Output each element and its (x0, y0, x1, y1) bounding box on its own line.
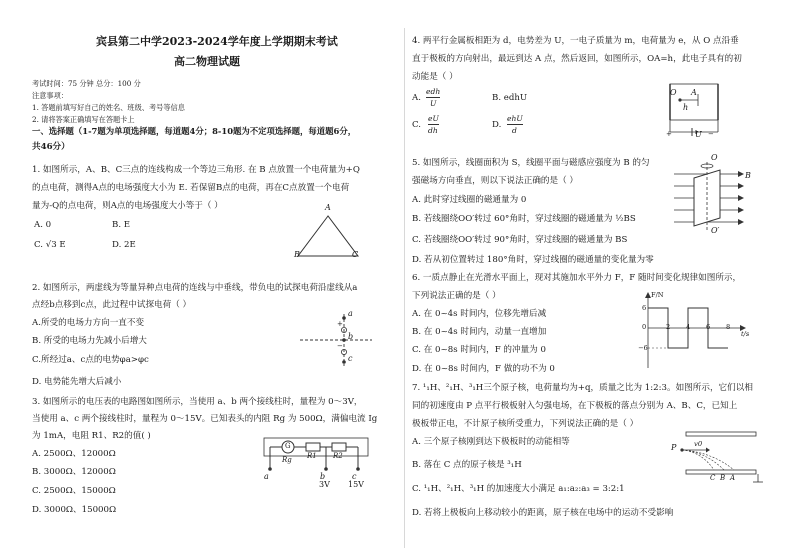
q1-label-a: A (325, 203, 331, 212)
q4-label-plus: + (666, 130, 672, 138)
left-column (32, 0, 398, 560)
notes-heading: 注意事项： (32, 91, 68, 100)
q7-option-b[interactable]: B. 落在 C 点的原子核是 ³₁H (412, 460, 522, 470)
q6-label-neg6: −6 (638, 344, 648, 352)
q7-stem-1: 7. ¹₁H、²₁H、³₁H三个原子核，电荷量均为+q，质量之比为 1:2:3。如图所示，它们以相 (412, 383, 753, 393)
q3-stem-1: 3. 如图所示的电压表的电路图如图所示，当使用 a、b 两个接线柱时，量程为 0～3V， (32, 397, 363, 407)
q3-option-c[interactable]: C. 2500Ω、15000Ω (32, 486, 116, 496)
q6-option-a[interactable]: A. 在 0~4s 时间内，位移先增后减 (412, 309, 547, 319)
q3-label-3v: 3V (319, 480, 330, 489)
q5-option-a[interactable]: A. 此时穿过线圈的磁通量为 0 (412, 195, 527, 205)
q4-stem-1: 4. 两平行金属板相距为 d，电势差为 U，一电子质量为 m，电荷量为 e，从 O 点沿垂 (412, 36, 739, 46)
q7-label-c: C (710, 474, 716, 482)
section1-heading-cont: 共46分） (32, 142, 70, 152)
q7-label-v0: v0 (694, 440, 703, 448)
q6-force-time-graph (634, 294, 754, 374)
q7-option-d[interactable]: D. 若将上极板向上移动较小的距离，原子核在电场中的运动不受影响 (412, 508, 674, 518)
q1-option-b[interactable]: B. E (112, 220, 131, 230)
q6-label-t8: 8 (726, 323, 731, 331)
q2-option-b[interactable]: B. 所受的电场力先减小后增大 (32, 336, 147, 346)
q3-label-c: c (352, 472, 357, 481)
q2-option-c[interactable]: C.所经过a、c点的电势φa>φc (32, 355, 149, 365)
q4-option-d-numerator: ehU (507, 114, 523, 123)
q1-option-d[interactable]: D. 2E (112, 240, 136, 250)
q5-label-oprime: O′ (711, 226, 720, 235)
q5-stem-2: 强磁场方向垂直，则以下说法正确的是（ ） (412, 176, 579, 186)
q4-stem-3: 动能是（ ） (412, 72, 458, 82)
q5-option-c[interactable]: C. 若线圈绕OO′转过 90°角时，穿过线圈的磁通量为 BS (412, 235, 628, 245)
q2-dipole-figure (300, 310, 380, 370)
q4-option-c-prefix[interactable]: C. (412, 120, 422, 130)
q7-stem-2: 同的初速度由 P 点平行极板射入匀强电场，在下极板的落点分别为 A、B、C，已知上 (412, 401, 738, 411)
exam-subtitle: 高二物理试题 (174, 55, 240, 68)
q4-stem-2: 直于极板的方向射出，最远到达 A 点，然后返回，如图所示，OA=h，此电子具有的初 (412, 54, 742, 64)
q1-stem-3: 量为-Q的点电荷，则A点的电场强度大小等于（ ） (32, 201, 223, 211)
q3-label-r1: R1 (307, 452, 317, 460)
q3-label-rg: Rg (282, 456, 292, 464)
q2-label-plus: + (337, 320, 343, 328)
q7-label-a: A (730, 474, 736, 482)
q3-label-15v: 15V (348, 480, 364, 489)
q2-option-a[interactable]: A.所受的电场力方向一直不变 (32, 318, 145, 328)
q3-option-a[interactable]: A. 2500Ω、12000Ω (32, 449, 116, 459)
q1-stem-2: 的点电荷，测得A点的电场强度大小为 E. 若保留B点的电荷，再在C点放置一个电荷 (32, 183, 350, 193)
q2-option-d[interactable]: D. 电势能先增大后减小 (32, 377, 122, 387)
right-column (412, 0, 772, 560)
q4-label-o: O (670, 88, 677, 97)
q6-option-b[interactable]: B. 在 0~4s 时间内，动量一直增加 (412, 327, 547, 337)
q1-option-c[interactable]: C. √3 E (34, 240, 66, 250)
note-2: 2. 请将答案正确填写在答题卡上 (32, 115, 135, 124)
q2-label-a: a (348, 309, 353, 318)
q4-label-h: h (683, 103, 689, 112)
q7-option-c[interactable]: C. ¹₁H、²₁H、³₁H 的加速度大小满足 a₁:a₂:a₃ = 3:2:1 (412, 484, 625, 494)
q3-option-b[interactable]: B. 3000Ω、12000Ω (32, 467, 116, 477)
q6-label-y-axis: F/N (651, 291, 664, 299)
q6-label-t4: 4 (686, 323, 691, 331)
q3-label-g: G (285, 442, 291, 450)
q6-stem-1: 6. 一质点静止在光滑水平面上，现对其施加水平外力 F，F 随时间变化规律如图所示， (412, 273, 742, 283)
q4-option-a-prefix[interactable]: A. (412, 93, 421, 103)
q6-option-c[interactable]: C. 在 0~8s 时间内，F 的冲量为 0 (412, 345, 546, 355)
q5-label-o: O (711, 153, 718, 162)
q7-stem-3: 极板带正电，不计原子核所受重力，下列说法正确的是（ ） (412, 419, 639, 429)
q6-label-origin: 0 (642, 323, 647, 331)
q4-label-u: U (695, 130, 702, 139)
q5-label-b: B (745, 171, 751, 180)
exam-info: 考试时间：75 分钟 总分：100 分 (32, 79, 141, 88)
q6-option-d[interactable]: D. 在 0~8s 时间内，F 做的功不为 0 (412, 364, 555, 374)
exam-title: 宾县第二中学2023-2024学年度上学期期末考试 (96, 35, 338, 48)
section1-heading: 一、选择题（1-7题为单项选择题，每道题4分；8-10题为不定项选择题，每道题6分， (32, 126, 357, 136)
q4-label-a: A (691, 88, 697, 97)
q5-coil-figure (670, 160, 750, 230)
q4-option-d-prefix[interactable]: D. (492, 120, 502, 130)
q5-option-b[interactable]: B. 若线圈绕OO′转过 60°角时，穿过线圈的磁通量为 ½BS (412, 214, 636, 224)
q1-label-b: B (294, 250, 300, 259)
q4-option-c-numerator: eU (428, 114, 439, 123)
q7-label-p: P (671, 443, 677, 452)
q5-option-d[interactable]: D. 若从初位置转过 180°角时，穿过线圈的磁通量的变化量为零 (412, 255, 654, 265)
q4-option-c-denominator: dh (428, 126, 438, 135)
q4-label-minus: − (708, 130, 714, 138)
q7-option-a[interactable]: A. 三个原子核刚到达下极板时的动能相等 (412, 437, 570, 447)
q2-label-c: c (348, 354, 353, 363)
note-1: 1. 答题前填写好自己的姓名、班级、考号等信息 (32, 103, 185, 112)
q2-stem-1: 2. 如图所示，两虚线为等量异种点电荷的连线与中垂线，带负电的试探电荷沿虚线从a (32, 283, 358, 293)
q5-stem-1: 5. 如图所示，线圈面积为 S，线圈平面与磁感应强度为 B 的匀 (412, 158, 650, 168)
q3-label-r2: R2 (333, 452, 343, 460)
q1-option-a[interactable]: A. 0 (34, 220, 52, 230)
q3-label-b: b (320, 472, 326, 481)
q1-stem-1: 1. 如图所示，A、B、C三点的连线构成一个等边三角形. 在 B 点放置一个电荷量为+Q (32, 165, 360, 175)
q6-label-pos6: 6 (642, 304, 647, 312)
q6-label-t6: 6 (706, 323, 711, 331)
q6-label-x-axis: t/s (741, 330, 750, 338)
q3-label-a: a (264, 472, 269, 481)
q6-stem-2: 下列说法正确的是（ ） (412, 291, 501, 301)
q4-option-a-numerator: edh (426, 87, 441, 96)
q3-stem-3: 为 1mA，电阻 R1、R2的值( ) (32, 431, 151, 441)
q1-label-c: C (352, 250, 359, 259)
q4-option-d-denominator: d (512, 126, 517, 135)
q3-stem-2: 当使用 a、c 两个接线柱时，量程为 0～15V。已知表头的内阻 Rg 为 500Ω，满偏电流 Ig (32, 414, 378, 424)
q4-option-a-denominator: U (430, 99, 437, 108)
q6-label-t2: 2 (666, 323, 671, 331)
q4-option-b[interactable]: B. edhU (492, 93, 528, 103)
q7-label-b: B (720, 474, 726, 482)
column-divider (404, 28, 405, 548)
q3-option-d[interactable]: D. 3000Ω、15000Ω (32, 505, 117, 515)
q2-stem-2: 点经b点移到c点，此过程中试探电荷（ ） (32, 300, 192, 310)
q2-label-minus: − (337, 342, 343, 350)
q2-label-b: b (348, 332, 354, 341)
